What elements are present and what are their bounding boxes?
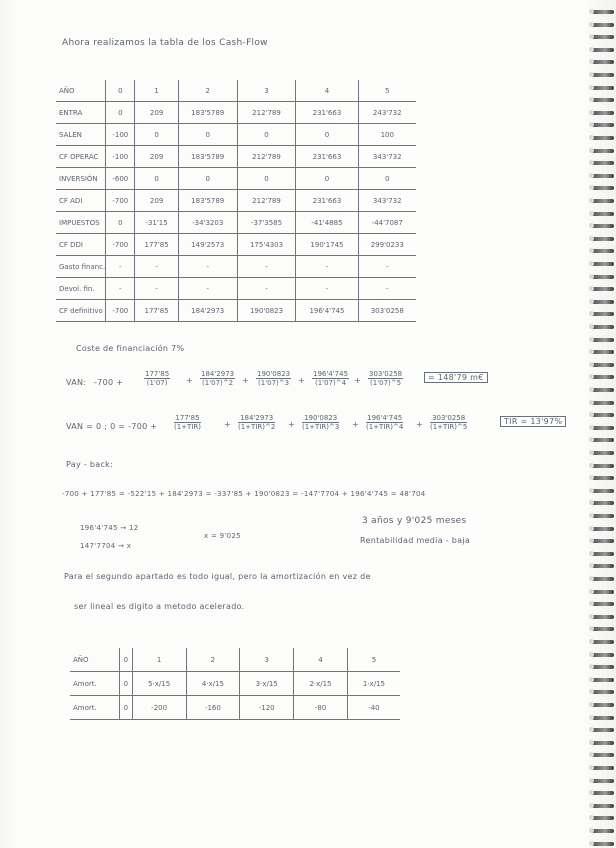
punch-hole	[589, 841, 594, 846]
fraction-denominator: (1+TIR)^2	[238, 423, 276, 431]
table-cell: 183'5789	[178, 190, 237, 212]
table-cell: 303'0258	[358, 300, 416, 322]
table-cell: 0	[237, 124, 296, 146]
table-cell: 209	[135, 102, 178, 124]
table-cell: -	[178, 256, 237, 278]
spiral-coil	[592, 401, 614, 405]
spiral-coil	[592, 174, 614, 178]
table-cell: 177'85	[135, 300, 178, 322]
table-cell: -	[237, 256, 296, 278]
table-header-row	[70, 648, 400, 672]
row-label: SALEN	[56, 124, 106, 146]
header-label-cell: AÑO	[70, 648, 120, 672]
payback-comment: Rentabilidad media - baja	[360, 536, 471, 545]
table-cell: -	[358, 256, 416, 278]
table-cell: 212'789	[237, 190, 296, 212]
punch-hole	[589, 299, 594, 304]
punch-hole	[589, 828, 594, 833]
table-cell: 184'2973	[178, 300, 237, 322]
note-line-1: Para el segundo apartado es todo igual, pero la amortización en vez de	[64, 572, 371, 581]
formula-fraction	[302, 414, 339, 431]
fraction-denominator: (1'07)	[146, 379, 168, 387]
payback-line: -700 + 177'85 = -522'15 + 184'2973 = -337'85 + 190'0823 = -147'7704 + 196'4'745 = 48'704	[62, 490, 426, 498]
spiral-coil	[592, 237, 614, 241]
punch-hole	[589, 702, 594, 707]
plus-sign: +	[242, 376, 250, 385]
table-row	[56, 234, 416, 256]
fraction-denominator: (1'07)^2	[202, 379, 234, 387]
table-cell: -	[135, 278, 178, 300]
table-cell: 0	[296, 124, 358, 146]
table-cell: -44'7087	[358, 212, 416, 234]
spiral-coil	[592, 804, 614, 808]
table-cell: 0	[296, 168, 358, 190]
punch-hole	[589, 425, 594, 430]
tir-result: TIR = 13'97%	[500, 416, 566, 427]
table-cell: 5·x/15	[132, 672, 186, 696]
year-header-cell: 2	[186, 648, 240, 672]
spiral-coil	[592, 413, 614, 417]
table-row	[56, 278, 416, 300]
table-cell: 1·x/15	[347, 672, 400, 696]
spiral-coil	[592, 653, 614, 657]
spiral-coil	[592, 665, 614, 669]
table-cell: 0	[120, 672, 133, 696]
note-line-2: ser lineal es digito a metodo acelerado.	[74, 602, 245, 611]
formula-fraction	[238, 414, 275, 431]
fraction-numerator: 190'0823	[257, 370, 291, 378]
table-cell: 4·x/15	[186, 672, 240, 696]
year-header-cell: 1	[135, 80, 178, 102]
table-cell: 183'5789	[178, 102, 237, 124]
table-row	[70, 672, 400, 696]
spiral-coil	[592, 123, 614, 127]
punch-hole	[589, 337, 594, 342]
financing-title: Coste de financiación 7%	[76, 344, 185, 353]
fraction-denominator: (1'07)^3	[258, 379, 290, 387]
spiral-coil	[592, 716, 614, 720]
table-cell: 212'789	[237, 146, 296, 168]
spiral-coil	[592, 741, 614, 745]
spiral-coil	[592, 35, 614, 39]
spiral-coil	[592, 262, 614, 266]
table-cell: 175'4303	[237, 234, 296, 256]
punch-hole	[589, 22, 594, 27]
spiral-coil	[592, 564, 614, 568]
interp-result: x = 9'025	[204, 532, 241, 540]
spiral-coil	[592, 287, 614, 291]
spiral-coil	[592, 829, 614, 833]
punch-hole	[589, 110, 594, 115]
spiral-coil	[592, 779, 614, 783]
year-header-cell: 5	[358, 80, 416, 102]
row-label: Amort.	[70, 672, 120, 696]
fraction-numerator: 177'85	[175, 414, 200, 422]
punch-hole	[589, 135, 594, 140]
spiral-coil	[592, 627, 614, 631]
spiral-coil	[592, 312, 614, 316]
tir-start: VAN = 0 ; 0 = -700 +	[66, 422, 158, 431]
spiral-coil	[592, 577, 614, 581]
plus-sign: +	[298, 376, 306, 385]
punch-hole	[589, 526, 594, 531]
table-cell: 196'4'745	[296, 300, 358, 322]
formula-fraction	[200, 370, 235, 387]
heading-text: Ahora realizamos la tabla de los Cash-Flow	[62, 38, 268, 48]
spiral-coil	[592, 73, 614, 77]
spiral-coil	[592, 527, 614, 531]
fraction-numerator: 177'85	[145, 370, 170, 378]
year-header-cell: 3	[237, 80, 296, 102]
spiral-coil	[592, 678, 614, 682]
punch-hole	[589, 677, 594, 682]
table-cell: -700	[106, 234, 135, 256]
punch-hole	[589, 740, 594, 745]
spiral-coil	[592, 249, 614, 253]
table-cell: 0	[237, 168, 296, 190]
row-label: Amort.	[70, 696, 120, 720]
spiral-coil	[592, 149, 614, 153]
interp-line-2: 147'7704 → x	[80, 542, 132, 550]
table-cell: -100	[106, 124, 135, 146]
spiral-coil	[592, 275, 614, 279]
table-row	[56, 256, 416, 278]
spiral-coil	[592, 615, 614, 619]
table-cell: -160	[186, 696, 240, 720]
amortization-table	[70, 648, 400, 720]
punch-hole	[589, 652, 594, 657]
table-cell: 3·x/15	[240, 672, 294, 696]
spiral-coil	[592, 60, 614, 64]
plus-sign: +	[352, 420, 360, 429]
spiral-coil	[592, 451, 614, 455]
table-cell: 209	[135, 190, 178, 212]
spiral-coil	[592, 86, 614, 90]
plus-sign: +	[288, 420, 296, 429]
punch-hole	[589, 614, 594, 619]
spiral-coil	[592, 514, 614, 518]
table-cell: 0	[120, 696, 133, 720]
spiral-coil	[592, 363, 614, 367]
punch-hole	[589, 450, 594, 455]
table-cell: 231'663	[296, 102, 358, 124]
year-header-cell: 0	[106, 80, 135, 102]
fraction-numerator: 303'0258	[430, 414, 467, 423]
spiral-coil	[592, 98, 614, 102]
table-cell: 209	[135, 146, 178, 168]
spiral-coil	[592, 602, 614, 606]
row-label: CF DDI	[56, 234, 106, 256]
table-cell: -120	[240, 696, 294, 720]
table-row	[56, 146, 416, 168]
year-header-cell: 3	[240, 648, 294, 672]
cashflow-table	[56, 80, 416, 322]
fraction-numerator: 196'4'745	[313, 370, 349, 378]
table-cell: -41'4885	[296, 212, 358, 234]
punch-hole	[589, 778, 594, 783]
plus-sign: +	[186, 376, 194, 385]
fraction-denominator: (1+TIR)^5	[430, 423, 468, 431]
spiral-coil	[592, 350, 614, 354]
spiral-coil	[592, 300, 614, 304]
year-header-cell: 2	[178, 80, 237, 102]
fraction-numerator: 303'0258	[369, 370, 403, 378]
spiral-coil	[592, 753, 614, 757]
punch-hole	[589, 148, 594, 153]
table-cell: 231'663	[296, 190, 358, 212]
punch-hole	[589, 85, 594, 90]
table-cell: 190'1745	[296, 234, 358, 256]
spiral-coil	[592, 426, 614, 430]
table-cell: 2·x/15	[294, 672, 348, 696]
spiral-coil	[592, 728, 614, 732]
table-cell: -	[135, 256, 178, 278]
punch-hole	[589, 639, 594, 644]
table-row	[70, 696, 400, 720]
table-cell: 0	[358, 168, 416, 190]
punch-hole	[589, 47, 594, 52]
table-cell: 0	[135, 168, 178, 190]
spiral-coil	[592, 212, 614, 216]
table-cell: -	[178, 278, 237, 300]
payback-title: Pay - back:	[66, 460, 114, 469]
punch-hole	[589, 551, 594, 556]
punch-hole	[589, 173, 594, 178]
row-label: Devol. fin.	[56, 278, 106, 300]
row-label: Gasto financ.	[56, 256, 106, 278]
spiral-coil	[592, 10, 614, 14]
spiral-coil	[592, 375, 614, 379]
spiral-coil	[592, 766, 614, 770]
table-cell: 243'732	[358, 102, 416, 124]
table-cell: -	[296, 256, 358, 278]
table-cell: -31'15	[135, 212, 178, 234]
punch-hole	[589, 463, 594, 468]
plus-sign: +	[416, 420, 424, 429]
plus-sign: +	[354, 376, 362, 385]
punch-hole	[589, 576, 594, 581]
formula-fraction	[312, 370, 349, 387]
spiral-coil	[592, 224, 614, 228]
spiral-coil	[592, 388, 614, 392]
table-cell: 343'732	[358, 146, 416, 168]
table-cell: -700	[106, 190, 135, 212]
punch-hole	[589, 589, 594, 594]
row-label: CF OPERAC	[56, 146, 106, 168]
spiral-coil	[592, 539, 614, 543]
table-cell: 0	[178, 124, 237, 146]
table-cell: 231'663	[296, 146, 358, 168]
spiral-coil	[592, 325, 614, 329]
punch-hole	[589, 400, 594, 405]
spiral-coil	[592, 464, 614, 468]
table-cell: -	[296, 278, 358, 300]
punch-hole	[589, 513, 594, 518]
table-cell: -37'3585	[237, 212, 296, 234]
punch-hole	[589, 274, 594, 279]
table-cell: 0	[178, 168, 237, 190]
formula-fraction	[366, 414, 403, 431]
year-header-cell: 1	[132, 648, 186, 672]
table-row	[56, 300, 416, 322]
punch-hole	[589, 488, 594, 493]
row-label: INVERSIÓN	[56, 168, 106, 190]
punch-hole	[589, 803, 594, 808]
van-label: VAN:	[66, 378, 87, 387]
table-cell: -80	[294, 696, 348, 720]
row-label: ENTRA	[56, 102, 106, 124]
formula-fraction	[256, 370, 291, 387]
table-cell: 177'85	[135, 234, 178, 256]
table-cell: 183'5789	[178, 146, 237, 168]
table-cell: -100	[106, 146, 135, 168]
table-row	[56, 212, 416, 234]
punch-hole	[589, 387, 594, 392]
table-row	[56, 190, 416, 212]
spiral-coil	[592, 552, 614, 556]
fraction-numerator: 190'0823	[302, 414, 339, 423]
table-cell: -	[237, 278, 296, 300]
formula-fraction	[368, 370, 403, 387]
spiral-coil	[592, 590, 614, 594]
table-cell: 343'732	[358, 190, 416, 212]
table-cell: -40	[347, 696, 400, 720]
van-result: = 148'79 m€	[424, 372, 488, 383]
fraction-denominator: (1+TIR)^3	[302, 423, 340, 431]
fraction-numerator: 196'4'745	[367, 414, 403, 422]
fraction-numerator: 184'2973	[201, 370, 235, 378]
punch-hole	[589, 198, 594, 203]
punch-hole	[589, 72, 594, 77]
table-cell: 190'0823	[237, 300, 296, 322]
table-cell: 299'0233	[358, 234, 416, 256]
table-cell: -	[106, 256, 135, 278]
punch-hole	[589, 9, 594, 14]
van-start: -700 +	[94, 378, 124, 387]
spiral-coil	[592, 161, 614, 165]
spiral-coil	[592, 690, 614, 694]
spiral-coil	[592, 23, 614, 27]
table-row	[56, 168, 416, 190]
spiral-coil	[592, 199, 614, 203]
fraction-denominator: (1+TIR)	[174, 423, 201, 431]
header-label-cell: AÑO	[56, 80, 106, 102]
table-cell: 0	[135, 124, 178, 146]
table-cell: 149'2573	[178, 234, 237, 256]
spiral-coil	[592, 111, 614, 115]
row-label: CF ADI	[56, 190, 106, 212]
table-cell: -700	[106, 300, 135, 322]
spiral-coil	[592, 703, 614, 707]
row-label: CF definitivo	[56, 300, 106, 322]
table-cell: 100	[358, 124, 416, 146]
spiral-coil	[592, 842, 614, 846]
payback-result: 3 años y 9'025 meses	[362, 516, 467, 526]
year-header-cell: 0	[120, 648, 133, 672]
plus-sign: +	[224, 420, 232, 429]
fraction-numerator: 184'2973	[238, 414, 275, 423]
fraction-denominator: (1'07)^4	[314, 379, 347, 387]
table-cell: 0	[106, 212, 135, 234]
spiral-coil	[592, 338, 614, 342]
spiral-coil	[592, 476, 614, 480]
table-cell: -600	[106, 168, 135, 190]
punch-hole	[589, 324, 594, 329]
table-cell: 0	[106, 102, 135, 124]
table-header-row	[56, 80, 416, 102]
spiral-coil	[592, 136, 614, 140]
table-row	[56, 102, 416, 124]
table-cell: -	[106, 278, 135, 300]
spiral-coil	[592, 791, 614, 795]
spiral-coil	[592, 501, 614, 505]
punch-hole	[589, 261, 594, 266]
interp-line-1: 196'4'745 → 12	[80, 524, 139, 532]
fraction-denominator: (1'07)^5	[370, 379, 402, 387]
spiral-coil	[592, 816, 614, 820]
year-header-cell: 4	[294, 648, 348, 672]
spiral-coil	[592, 489, 614, 493]
table-cell: -34'3203	[178, 212, 237, 234]
spiral-coil	[592, 640, 614, 644]
punch-hole	[589, 211, 594, 216]
fraction-denominator: (1+TIR)^4	[366, 423, 404, 431]
row-label: IMPUESTOS	[56, 212, 106, 234]
year-header-cell: 4	[296, 80, 358, 102]
punch-hole	[589, 715, 594, 720]
spiral-binding	[586, 0, 616, 848]
table-cell: -200	[132, 696, 186, 720]
table-cell: 212'789	[237, 102, 296, 124]
table-cell: -	[358, 278, 416, 300]
spiral-coil	[592, 186, 614, 190]
formula-fraction	[144, 370, 170, 387]
punch-hole	[589, 236, 594, 241]
formula-fraction	[174, 414, 201, 431]
punch-hole	[589, 765, 594, 770]
year-header-cell: 5	[347, 648, 400, 672]
punch-hole	[589, 362, 594, 367]
spiral-coil	[592, 48, 614, 52]
formula-fraction	[430, 414, 467, 431]
spiral-coil	[592, 438, 614, 442]
table-row	[56, 124, 416, 146]
